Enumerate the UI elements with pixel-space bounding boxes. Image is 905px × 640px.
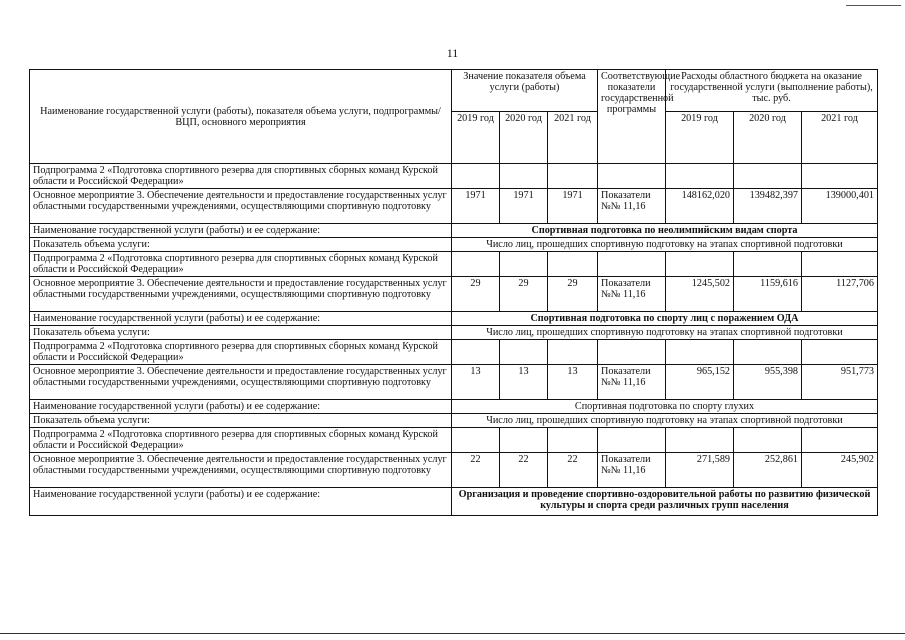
row-label: Подпрограмма 2 «Подготовка спортивного резерва для спортивных сборных команд Курской области и Российской Федерации» (30, 340, 452, 365)
row-label: Наименование государственной услуги (работы) и ее содержание: (30, 488, 452, 516)
empty-cell (734, 340, 802, 365)
row-label: Основное мероприятие 3. Обеспечение деятельности и предоставление государственных услуг областными государственными учреждениями, осуществляющими спортивную подготовку (30, 277, 452, 312)
header-volume-2020: 2020 год (500, 112, 548, 164)
empty-cell (500, 252, 548, 277)
volume-2021: 1971 (548, 189, 598, 224)
service-name: Спортивная подготовка по неолимпийским видам спорта (452, 224, 878, 238)
header-expense-group: Расходы областного бюджета на оказание государственной услуги (выполнение работы), тыс. руб. (666, 70, 878, 112)
volume-2021: 13 (548, 365, 598, 400)
table-row-sub (30, 428, 878, 453)
empty-cell (452, 428, 500, 453)
row-label: Показатель объема услуги: (30, 414, 452, 428)
row-label: Показатель объема услуги: (30, 238, 452, 252)
page-number: 11 (446, 46, 459, 60)
empty-cell (802, 252, 878, 277)
service-name: Спортивная подготовка по спорту лиц с поражением ОДА (452, 312, 878, 326)
volume-2020: 13 (500, 365, 548, 400)
table-row-data (30, 453, 878, 488)
table-row-name (30, 312, 878, 326)
header-expense-2021: 2021 год (802, 112, 878, 164)
empty-cell (734, 164, 802, 189)
row-label: Основное мероприятие 3. Обеспечение деятельности и предоставление государственных услуг областными государственными учреждениями, осуществляющими спортивную подготовку (30, 365, 452, 400)
header-volume-group: Значение показателя объема услуги (работы) (452, 70, 598, 112)
expense-2021: 245,902 (802, 453, 878, 488)
table-row-data (30, 365, 878, 400)
header-expense-2019: 2019 год (666, 112, 734, 164)
expense-2019: 1245,502 (666, 277, 734, 312)
empty-cell (802, 428, 878, 453)
service-name: Организация и проведение спортивно-оздоровительной работы по развитию физической культуры и спорта среди различных групп населения (452, 488, 878, 516)
header-volume-2019: 2019 год (452, 112, 500, 164)
empty-cell (548, 164, 598, 189)
empty-cell (598, 164, 666, 189)
expense-2020: 252,861 (734, 453, 802, 488)
program-indicators: Показатели №№ 11,16 (598, 365, 666, 400)
expense-2020: 955,398 (734, 365, 802, 400)
program-indicators: Показатели №№ 11,16 (598, 453, 666, 488)
volume-2021: 29 (548, 277, 598, 312)
table-row-sub (30, 340, 878, 365)
service-name: Спортивная подготовка по спорту глухих (452, 400, 878, 414)
table-row-ind (30, 238, 878, 252)
expense-2019: 965,152 (666, 365, 734, 400)
header-name-column: Наименование государственной услуги (работы), показателя объема услуги, подпрограммы/ВЦП, основного мероприятия (30, 70, 452, 164)
empty-cell (666, 252, 734, 277)
table-row-name (30, 400, 878, 414)
row-label: Наименование государственной услуги (работы) и ее содержание: (30, 312, 452, 326)
empty-cell (500, 164, 548, 189)
volume-2019: 29 (452, 277, 500, 312)
empty-cell (666, 164, 734, 189)
empty-cell (452, 340, 500, 365)
table-row-ind (30, 326, 878, 340)
empty-cell (500, 340, 548, 365)
row-label: Наименование государственной услуги (работы) и ее содержание: (30, 400, 452, 414)
row-label: Наименование государственной услуги (работы) и ее содержание: (30, 224, 452, 238)
volume-indicator: Число лиц, прошедших спортивную подготовку на этапах спортивной подготовки (452, 326, 878, 340)
row-label: Подпрограмма 2 «Подготовка спортивного резерва для спортивных сборных команд Курской области и Российской Федерации» (30, 428, 452, 453)
empty-cell (452, 164, 500, 189)
volume-indicator: Число лиц, прошедших спортивную подготовку на этапах спортивной подготовки (452, 414, 878, 428)
volume-2021: 22 (548, 453, 598, 488)
table-row-data (30, 277, 878, 312)
empty-cell (598, 428, 666, 453)
empty-cell (548, 428, 598, 453)
volume-indicator: Число лиц, прошедших спортивную подготовку на этапах спортивной подготовки (452, 238, 878, 252)
table-row-sub (30, 252, 878, 277)
table-row-name (30, 488, 878, 516)
table-row-sub (30, 164, 878, 189)
header-expense-2020: 2020 год (734, 112, 802, 164)
table-row-data (30, 189, 878, 224)
expense-2021: 951,773 (802, 365, 878, 400)
budget-services-table (29, 69, 878, 516)
row-label: Основное мероприятие 3. Обеспечение деятельности и предоставление государственных услуг областными государственными учреждениями, осуществляющими спортивную подготовку (30, 453, 452, 488)
expense-2020: 1159,616 (734, 277, 802, 312)
table-header (30, 70, 878, 164)
row-label: Подпрограмма 2 «Подготовка спортивного резерва для спортивных сборных команд Курской области и Российской Федерации» (30, 252, 452, 277)
empty-cell (734, 252, 802, 277)
program-indicators: Показатели №№ 11,16 (598, 189, 666, 224)
bottom-rule (0, 633, 905, 634)
empty-cell (452, 252, 500, 277)
row-label: Показатель объема услуги: (30, 326, 452, 340)
volume-2019: 22 (452, 453, 500, 488)
top-corner-rule (846, 5, 901, 6)
table-row-name (30, 224, 878, 238)
row-label: Основное мероприятие 3. Обеспечение деятельности и предоставление государственных услуг областными государственными учреждениями, осуществляющими спортивную подготовку (30, 189, 452, 224)
empty-cell (548, 252, 598, 277)
empty-cell (666, 340, 734, 365)
empty-cell (500, 428, 548, 453)
program-indicators: Показатели №№ 11,16 (598, 277, 666, 312)
header-indicators-column: Соответствующие показатели государственной программы (598, 70, 666, 164)
expense-2019: 148162,020 (666, 189, 734, 224)
header-volume-2021: 2021 год (548, 112, 598, 164)
empty-cell (598, 340, 666, 365)
volume-2020: 1971 (500, 189, 548, 224)
table-row-ind (30, 414, 878, 428)
volume-2019: 1971 (452, 189, 500, 224)
empty-cell (666, 428, 734, 453)
empty-cell (802, 164, 878, 189)
volume-2020: 22 (500, 453, 548, 488)
empty-cell (802, 340, 878, 365)
empty-cell (598, 252, 666, 277)
volume-2020: 29 (500, 277, 548, 312)
expense-2021: 1127,706 (802, 277, 878, 312)
expense-2020: 139482,397 (734, 189, 802, 224)
empty-cell (548, 340, 598, 365)
expense-2021: 139000,401 (802, 189, 878, 224)
empty-cell (734, 428, 802, 453)
volume-2019: 13 (452, 365, 500, 400)
row-label: Подпрограмма 2 «Подготовка спортивного резерва для спортивных сборных команд Курской области и Российской Федерации» (30, 164, 452, 189)
expense-2019: 271,589 (666, 453, 734, 488)
table-body (30, 164, 878, 516)
